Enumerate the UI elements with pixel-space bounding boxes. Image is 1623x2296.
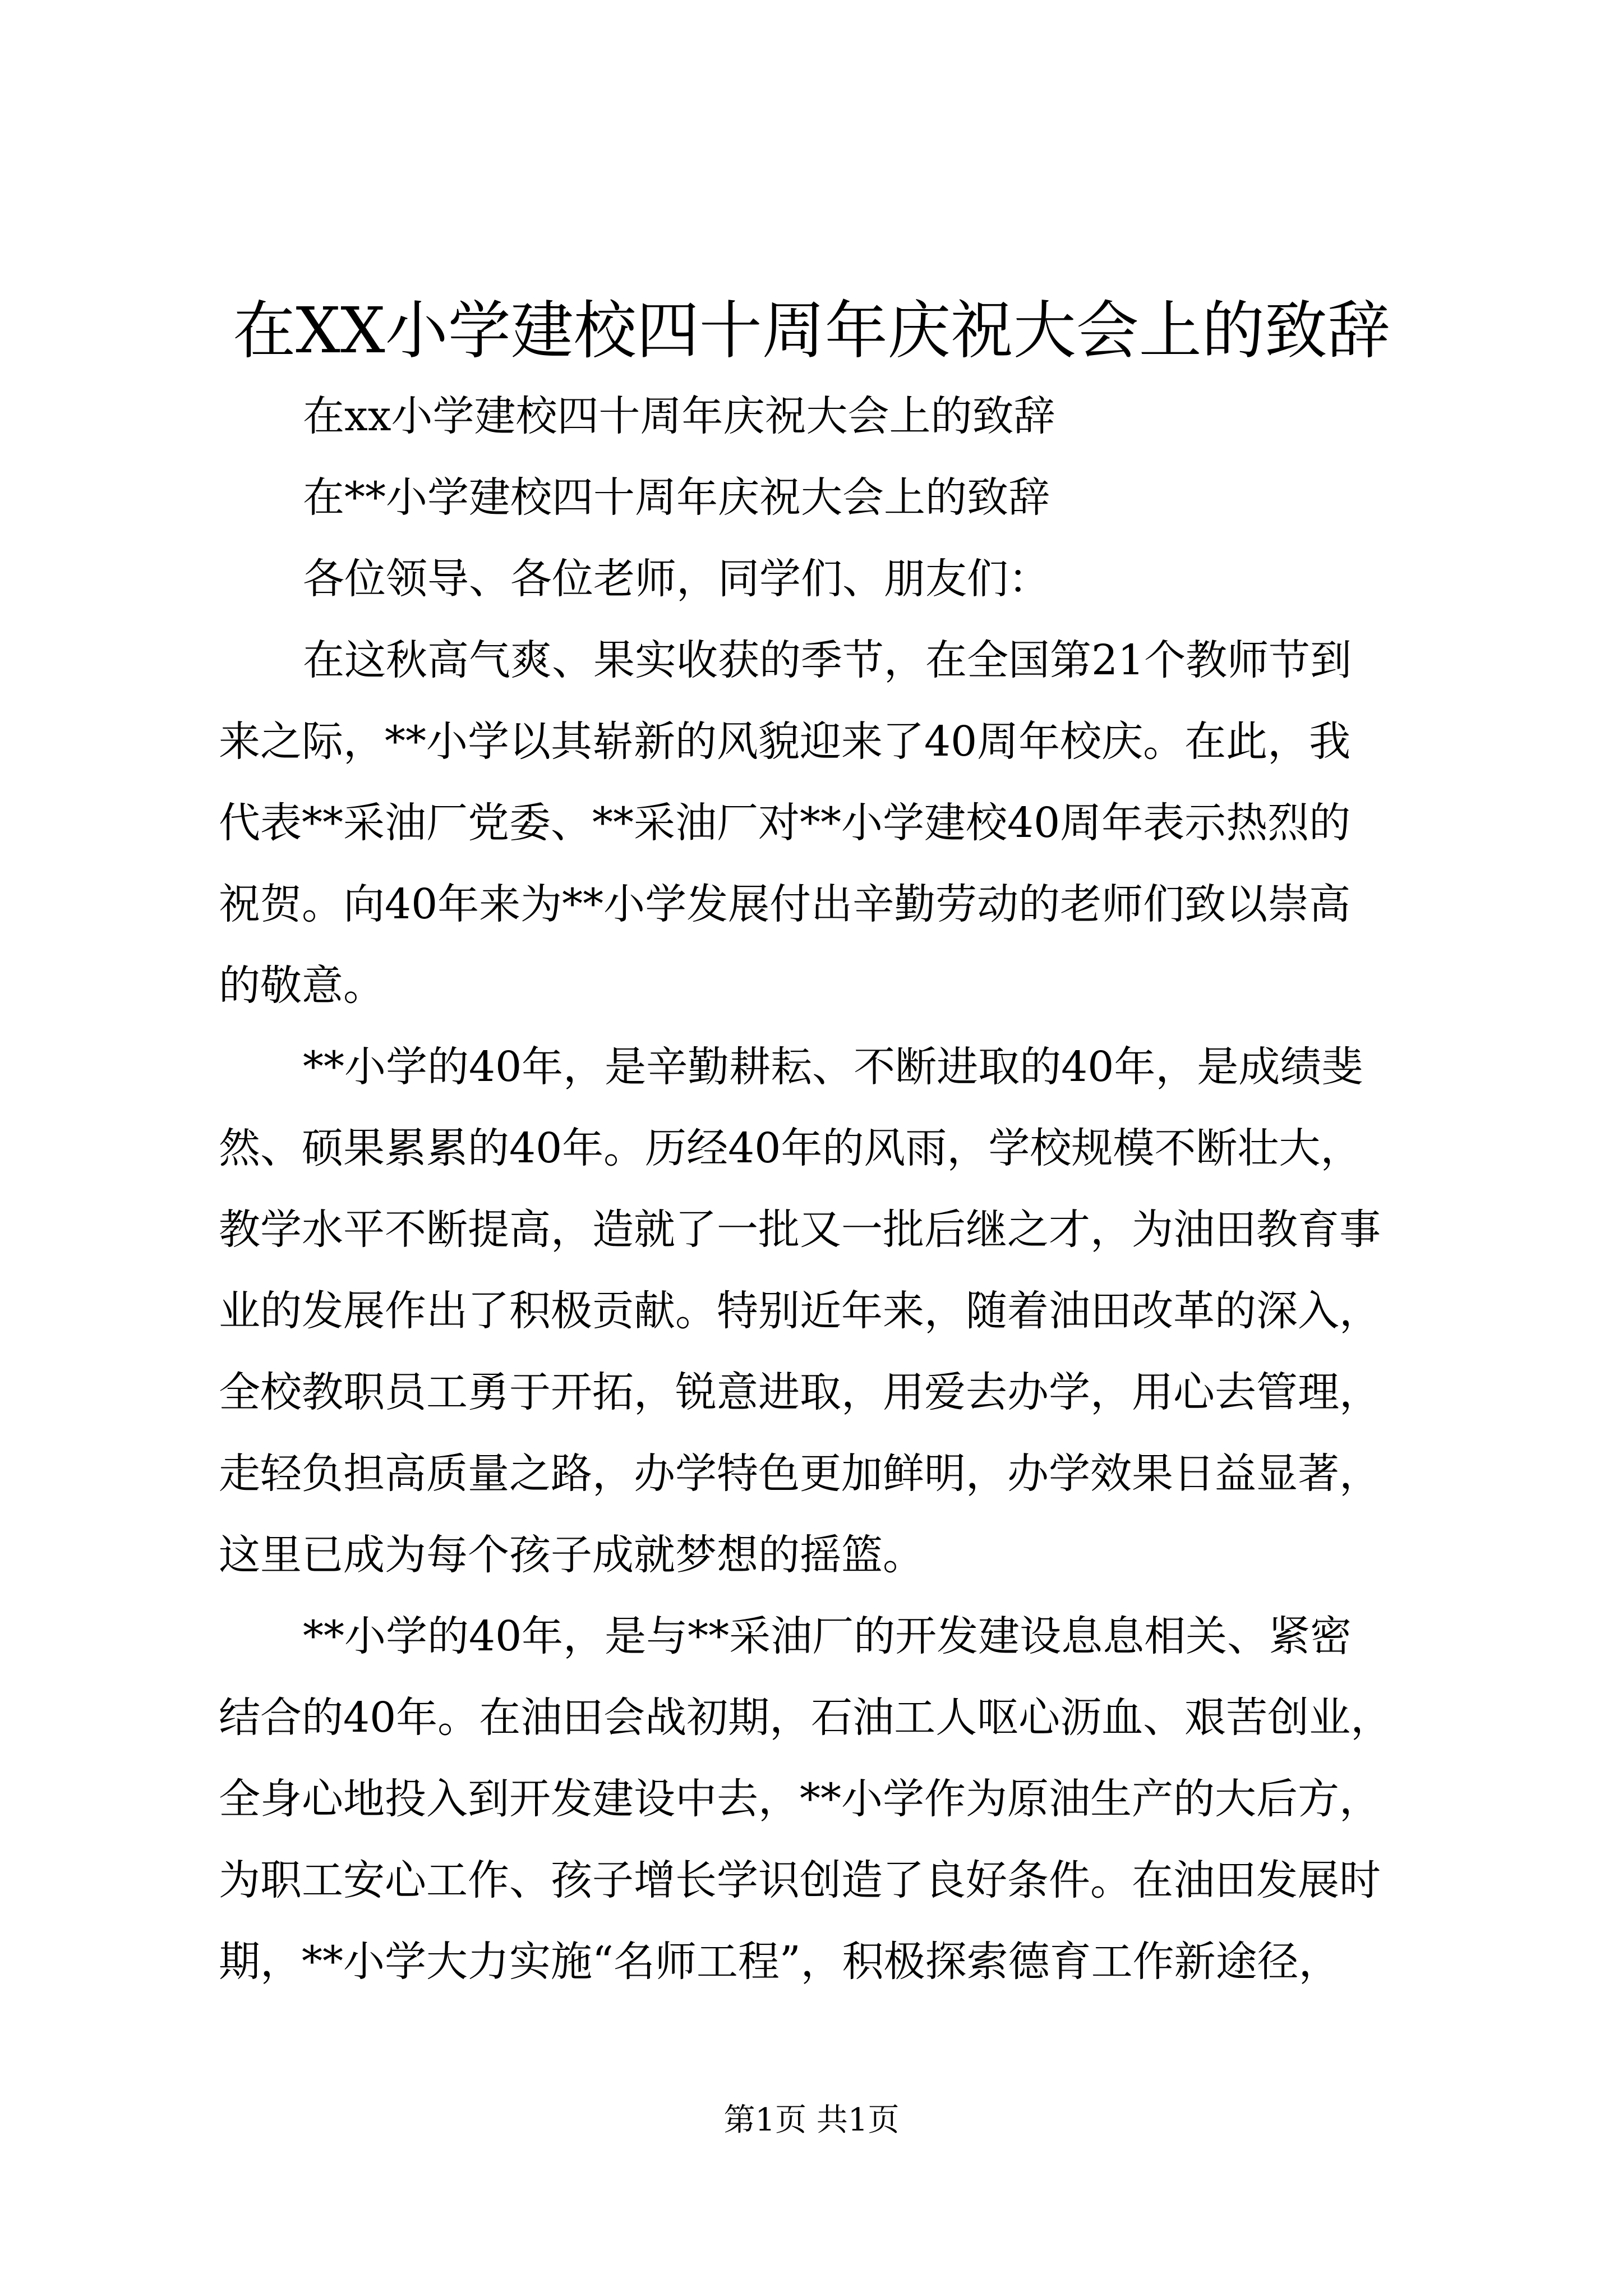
page-number-footer: 第1页 共1页	[723, 2102, 900, 2138]
body-line: 祝贺。向40年来为**小学发展付出辛勤劳动的老师们致以崇高	[219, 880, 1351, 928]
body-line: 各位领导、各位老师，同学们、朋友们：	[303, 555, 1050, 603]
body-line: 结合的40年。在油田会战初期，石油工人呕心沥血、艰苦创业，	[219, 1694, 1393, 1742]
body-line: 然、硕果累累的40年。历经40年的风雨，学校规模不断壮大，	[219, 1124, 1362, 1172]
body-line: **小学的40年，是辛勤耕耘、不断进取的40年，是成绩斐	[303, 1043, 1363, 1091]
body-line: 业的发展作出了积极贡献。特别近年来，随着油田改革的深入，	[219, 1287, 1381, 1335]
body-line: 这里已成为每个孩子成就梦想的摇篮。	[219, 1531, 924, 1579]
body-line: 的敬意。	[219, 961, 385, 1010]
body-line: 在**小学建校四十周年庆祝大会上的致辞	[303, 473, 1050, 522]
body-line: 在这秋高气爽、果实收获的季节，在全国第21个教师节到	[303, 636, 1352, 684]
body-line: 来之际，**小学以其崭新的风貌迎来了40周年校庆。在此，我	[219, 717, 1351, 766]
body-line: **小学的40年，是与**采油厂的开发建设息息相关、紧密	[303, 1612, 1352, 1660]
body-line: 走轻负担高质量之路，办学特色更加鲜明，办学效果日益显著，	[219, 1450, 1381, 1498]
document-body	[219, 376, 1424, 2003]
body-line: 教学水平不断提高，造就了一批又一批后继之才，为油田教育事	[219, 1205, 1381, 1254]
document-title: 在XX小学建校四十周年庆祝大会上的致辞	[233, 295, 1390, 367]
body-line: 在xx小学建校四十周年庆祝大会上的致辞	[303, 392, 1055, 440]
body-line: 为职工安心工作、孩子增长学识创造了良好条件。在油田发展时	[219, 1856, 1381, 1904]
body-line: 期，**小学大力实施“名师工程”，积极探索德育工作新途径，	[219, 1938, 1340, 1986]
body-line: 全校教职员工勇于开拓，锐意进取，用爱去办学，用心去管理，	[219, 1368, 1381, 1416]
body-line: 全身心地投入到开发建设中去，**小学作为原油生产的大后方，	[219, 1775, 1381, 1823]
body-line: 代表**采油厂党委、**采油厂对**小学建校40周年表示热烈的	[219, 799, 1351, 847]
